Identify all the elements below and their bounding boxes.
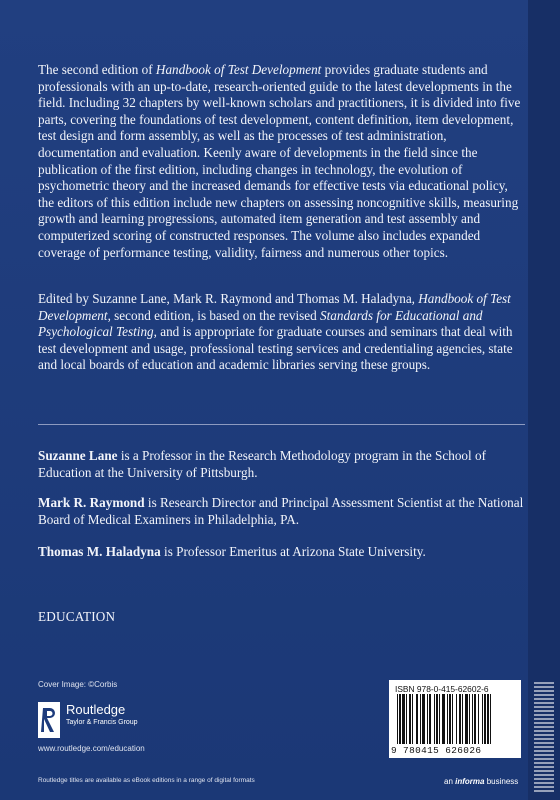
informa-brand: informa (455, 777, 485, 786)
barcode-bar (416, 694, 418, 744)
description-paragraph-2 (38, 291, 526, 374)
barcode (389, 680, 521, 758)
desc-text: Edited by Suzanne Lane, Mark R. Raymond and Thomas M. Haladyna, (38, 291, 419, 306)
barcode-bar (406, 694, 407, 744)
barcode-bar (412, 694, 413, 744)
informa-prefix: an (444, 777, 456, 786)
bio-suzanne-lane (38, 447, 533, 481)
book-title-italic: Handbook of Test Development (38, 291, 511, 323)
barcode-bar (487, 694, 489, 744)
barcode-bar (472, 694, 473, 744)
desc-text: , second edition, is based on the revised (107, 307, 320, 323)
publisher-group: Taylor & Francis Group (66, 719, 138, 726)
barcode-bar (442, 694, 445, 744)
barcode-bar (420, 694, 421, 744)
barcode-bars (395, 694, 513, 744)
subject-category: EDUCATION (38, 609, 116, 624)
bio-name: Suzanne Lane (38, 448, 118, 463)
barcode-bar (452, 694, 453, 744)
barcode-bar (469, 694, 470, 744)
barcode-bar (397, 694, 398, 744)
barcode-bar (456, 694, 457, 744)
barcode-bar (409, 694, 411, 744)
publisher-name: Routledge (66, 702, 126, 717)
desc-text: The second edition of (38, 62, 156, 77)
barcode-bar (474, 694, 476, 744)
description-paragraph-1 (38, 62, 526, 261)
barcode-bar (399, 694, 401, 744)
barcode-bar (484, 694, 486, 744)
barcode-bar (447, 694, 448, 744)
bio-text: is Research Director and Principal Assessment Scientist at the National Board of Medical Examiners in Philadelphia, PA. (38, 495, 524, 527)
desc-text: , and is appropriate for graduate courses and seminars that deal with test development and usage, professional testing services and credentialing agencies, state and local boards of education and academic libraries serving these groups. (38, 324, 513, 373)
standards-title-italic: Standards for Educational and Psychological Testing (38, 307, 483, 340)
barcode-bar (427, 694, 428, 744)
barcode-bar (434, 694, 435, 744)
bio-text: is Professor Emeritus at Arizona State University. (160, 544, 426, 559)
bio-mark-raymond (38, 494, 533, 528)
isbn-label: ISBN 978-0-415-62602-6 (395, 684, 489, 694)
informa-suffix: business (484, 777, 519, 786)
ean-digits: 9 780415 626026 (391, 745, 482, 756)
book-title-italic: Handbook of Test Development (155, 62, 322, 77)
barcode-bar (449, 694, 451, 744)
desc-text: provides graduate students and professionals with an up-to-date, research-oriented guide to the latest developments in the field. Including 32 chapters by well-known scholars and practitioners, it is divided into five parts, covering the foundations of test development, content definition, item development, test design and form assembly, as well as the processes of test administration, documentation and evaluation. Keenly aware of developments in the field since the publication of the first edition, including changes in technology, the evolution of psychometric theory and the increased demands for effective tests via educational policy, the editors of this edition include new chapters on assessing noncognitive skills, measuring growth and learning progressions, automated item generation and test assembly and computerized scoring of constructed responses. The volume also includes expanded coverage of performance testing, validity, fairness and numerous other topics. (38, 62, 521, 260)
informa-business (444, 777, 518, 786)
barcode-bar (490, 694, 491, 744)
publisher-logo (38, 698, 188, 744)
barcode-bar (439, 694, 440, 744)
routledge-logo-icon (38, 702, 60, 738)
divider (38, 424, 525, 425)
barcode-bar (478, 694, 479, 744)
barcode-bar (436, 694, 438, 744)
bio-name: Mark R. Raymond (38, 495, 145, 510)
barcode-bar (465, 694, 468, 744)
barcode-bar (459, 694, 461, 744)
bio-thomas-haladyna (38, 543, 533, 560)
cover-image-credit: Cover Image: ©Corbis (38, 680, 118, 689)
price-stamp (534, 680, 554, 792)
publisher-url[interactable]: www.routledge.com/education (38, 744, 145, 753)
barcode-bar (402, 694, 405, 744)
ebook-note: Routledge titles are available as eBook editions in a range of digital formats (38, 777, 255, 784)
barcode-bar (482, 694, 483, 744)
barcode-bar (429, 694, 431, 744)
bio-text: is a Professor in the Research Methodology program in the School of Education at the University of Pittsburgh. (38, 448, 486, 480)
bio-name: Thomas M. Haladyna (38, 544, 161, 559)
barcode-bar (462, 694, 463, 744)
barcode-bar (422, 694, 425, 744)
